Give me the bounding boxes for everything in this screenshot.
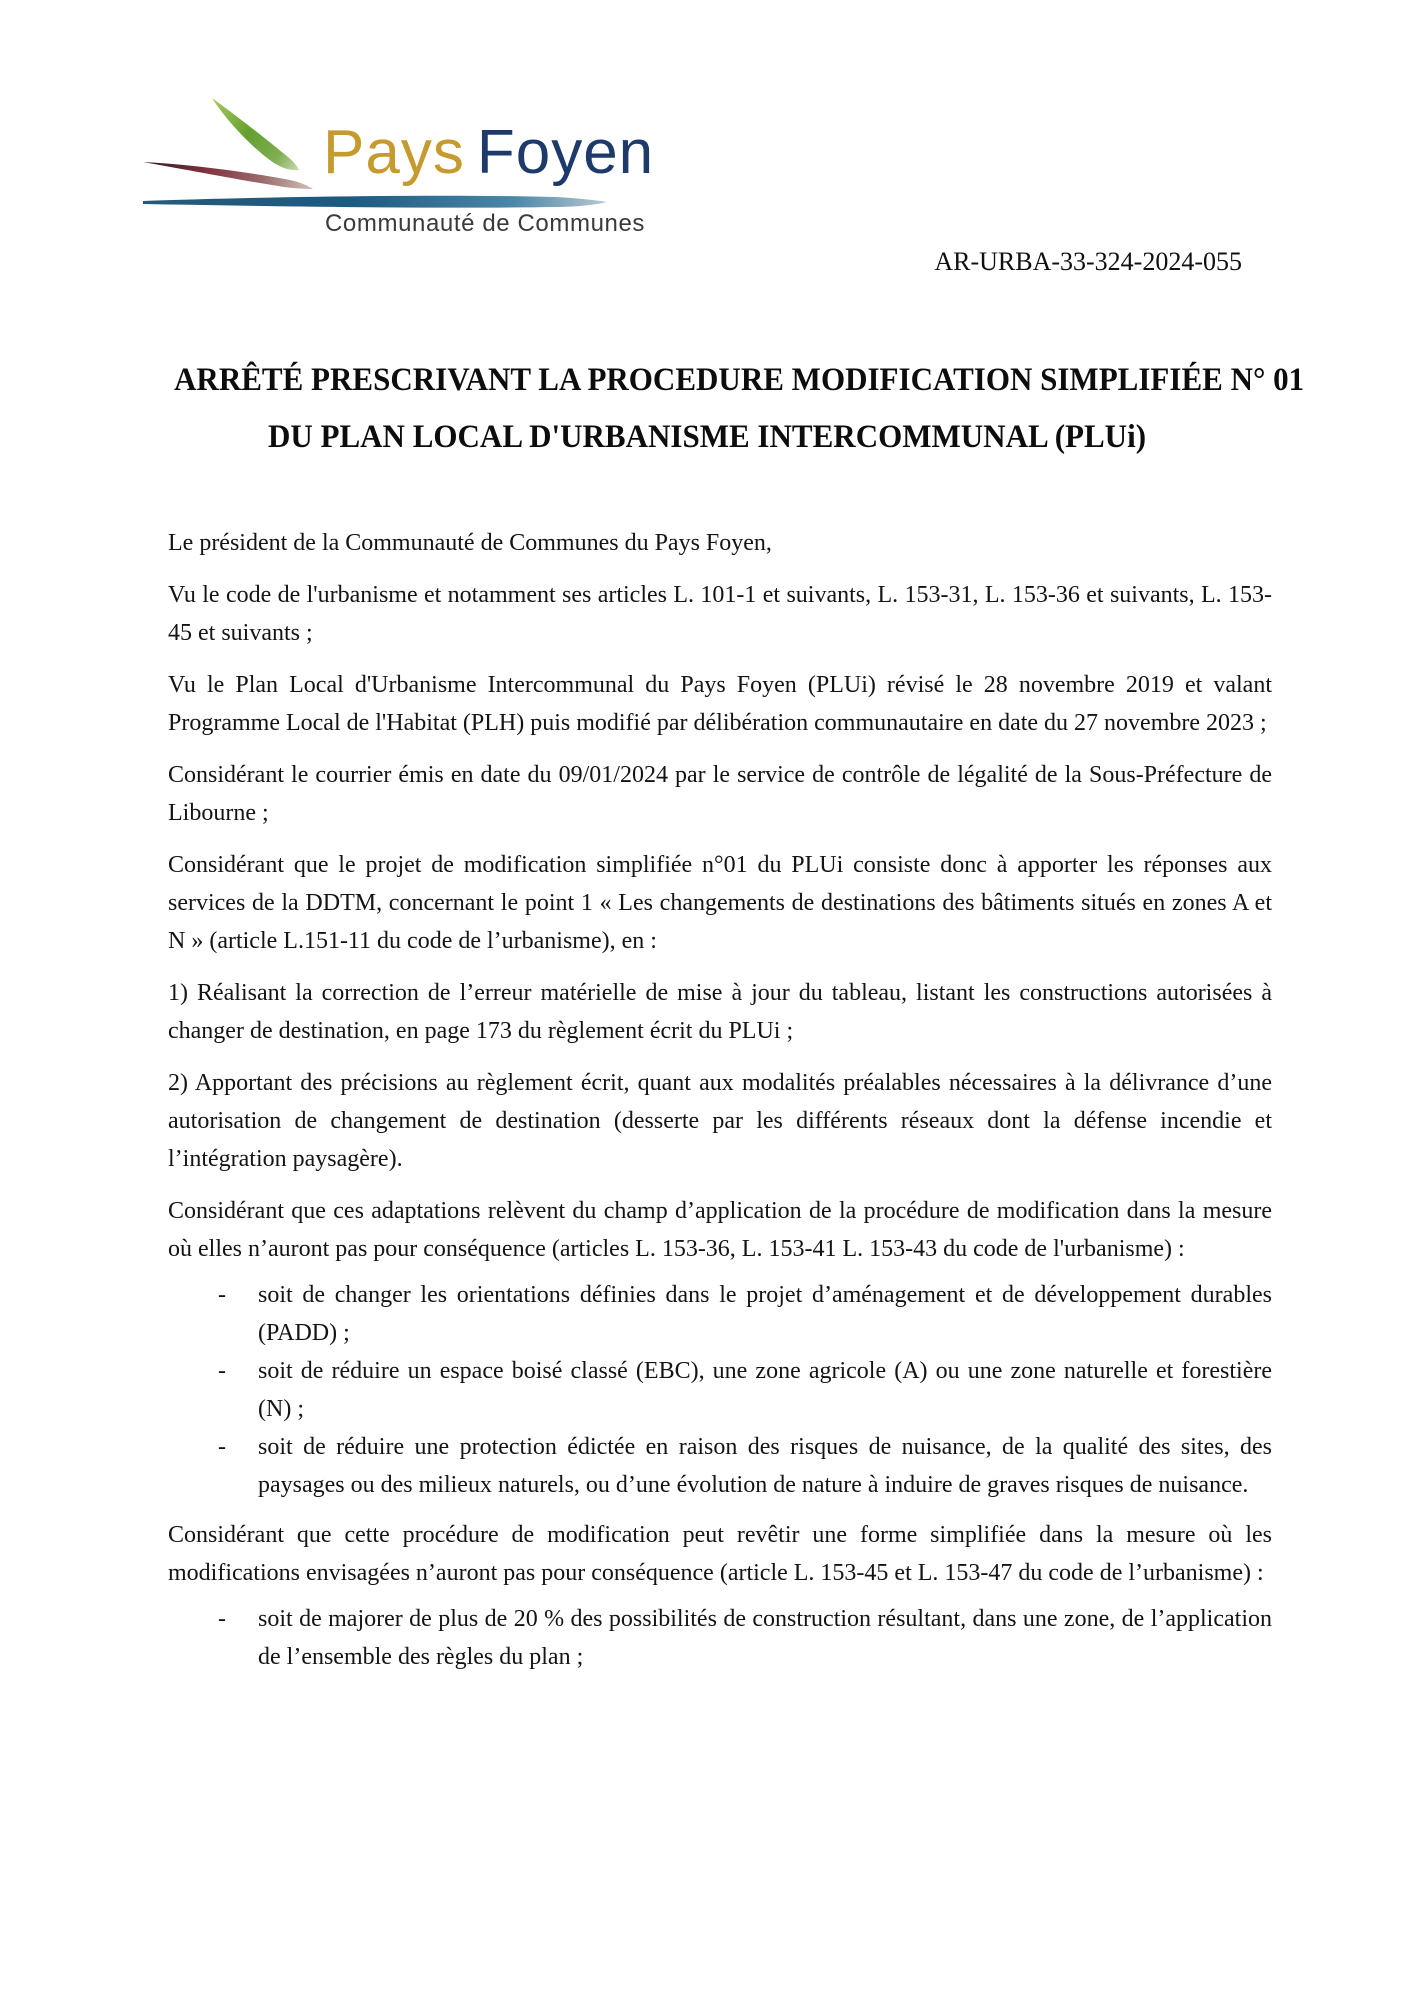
paragraph-considerant-procedure-simplifiee: Considérant que cette procédure de modification peut revêtir une forme simplifiée dans la mesure où les modifications envisagées n’auront pas pour conséquence (article L. 153-45 et L. 153-47 du code de l’urbanisme) : <box>168 1522 1272 1586</box>
pays-foyen-logo <box>135 70 655 250</box>
list-item <box>168 1428 1272 1504</box>
dash-marker: - <box>218 1282 226 1308</box>
blue-underline-stroke-icon <box>143 196 607 208</box>
paragraph-considerant-projet: Considérant que le projet de modification simplifiée n°01 du PLUi consiste donc à apporter les réponses aux services de la DDTM, concernant le point 1 « Les changements de destinations des bâtiments situés en zones A et N » (article L.151-11 du code de l’urbanisme), en : <box>168 852 1272 954</box>
dash-marker: - <box>218 1358 226 1384</box>
list-item <box>168 1600 1272 1676</box>
paragraph-vu-code-urbanisme: Vu le code de l'urbanisme et notamment ses articles L. 101-1 et suivants, L. 153-31, L. 153-36 et suivants, L. 153-45 et suivants ; <box>168 582 1272 646</box>
green-brush-stroke-icon <box>212 98 299 170</box>
paragraph-considerant-adaptations: Considérant que ces adaptations relèvent du champ d’application de la procédure de modification dans la mesure où elles n’auront pas pour conséquence (articles L. 153-36, L. 153-41 L. 153-43 du code de l'urbanisme) : <box>168 1198 1272 1262</box>
document-title-line-2: DU PLAN LOCAL D'URBANISME INTERCOMMUNAL (PLUi) <box>267 419 1147 455</box>
paragraph-point-2: 2) Apportant des précisions au règlement écrit, quant aux modalités préalables nécessaires à la délivrance d’une autorisation de changement de destination (desserte par les différents réseaux dont la défense incendie et l’intégration paysagère). <box>168 1070 1272 1172</box>
list-item <box>168 1276 1272 1352</box>
document-title <box>140 352 1305 466</box>
paragraph-vu-plui: Vu le Plan Local d'Urbanisme Intercommunal du Pays Foyen (PLUi) révisé le 28 novembre 2019 et valant Programme Local de l'Habitat (PLH) puis modifié par délibération communautaire en date du 27 novembre 2023 ; <box>168 672 1272 736</box>
document-body <box>168 524 1272 1688</box>
logo-subtitle: Communauté de Communes <box>325 210 646 237</box>
paragraph-president: Le président de la Communauté de Communes du Pays Foyen, <box>168 530 772 556</box>
paragraph-considerant-courrier: Considérant le courrier émis en date du 09/01/2024 par le service de contrôle de légalité de la Sous-Préfecture de Libourne ; <box>168 762 1272 826</box>
list-item-text: soit de réduire un espace boisé classé (EBC), une zone agricole (A) ou une zone naturelle et forestière (N) ; <box>258 1358 1272 1422</box>
dash-marker: - <box>218 1606 226 1632</box>
document-title-line-1: ARRÊTÉ PRESCRIVANT LA PROCEDURE MODIFICATION SIMPLIFIÉE N° 01 <box>174 362 1305 398</box>
list-item-text: soit de changer les orientations définies dans le projet d’aménagement et de développement durables (PADD) ; <box>258 1282 1272 1346</box>
consequences-list-1 <box>168 1276 1272 1504</box>
list-item-text: soit de réduire une protection édictée en raison des risques de nuisance, de la qualité des sites, des paysages ou des milieux naturels, ou d’une évolution de nature à induire de graves risques de nuisance. <box>258 1434 1272 1498</box>
list-item <box>168 1352 1272 1428</box>
logo-wordmark <box>323 118 655 187</box>
paragraph-point-1: 1) Réalisant la correction de l’erreur matérielle de mise à jour du tableau, listant les constructions autorisées à changer de destination, en page 173 du règlement écrit du PLUi ; <box>168 980 1272 1044</box>
consequences-list-2 <box>168 1600 1272 1676</box>
logo-text-pays: Pays <box>323 118 465 187</box>
document-reference-number: AR-URBA-33-324-2024-055 <box>934 247 1242 276</box>
dash-marker: - <box>218 1434 226 1460</box>
list-item-text: soit de majorer de plus de 20 % des possibilités de construction résultant, dans une zone, de l’application de l’ensemble des règles du plan ; <box>258 1606 1272 1670</box>
logo-text-foyen: Foyen <box>476 118 655 187</box>
